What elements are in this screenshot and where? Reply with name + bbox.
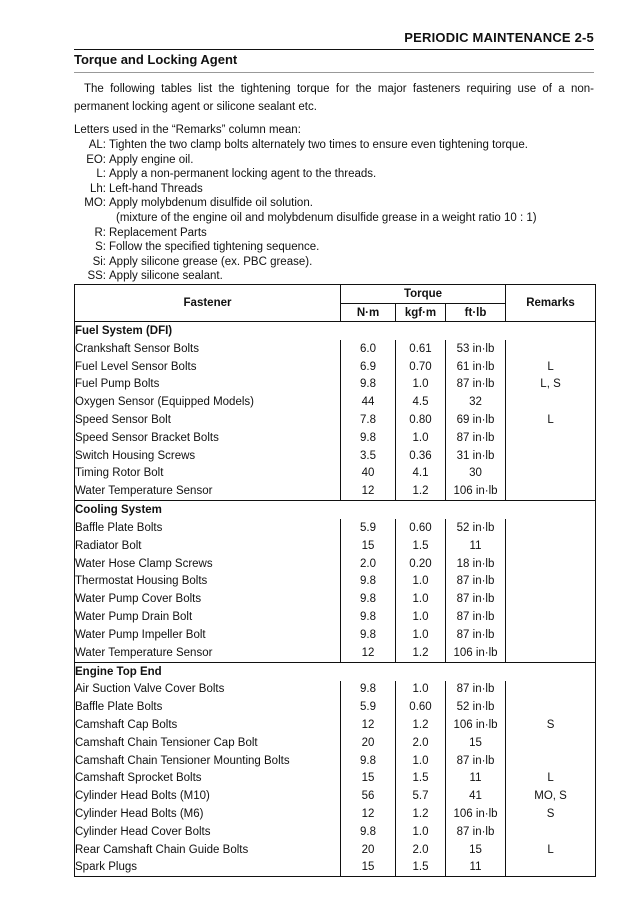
torque-kgfm: 1.0 <box>396 376 446 394</box>
fastener-name: Water Pump Impeller Bolt <box>75 626 341 644</box>
category-row <box>75 662 596 681</box>
torque-kgfm: 0.80 <box>396 411 446 429</box>
fastener-name: Camshaft Cap Bolts <box>75 716 341 734</box>
torque-nm: 5.9 <box>341 698 396 716</box>
legend-code: Lh: <box>90 182 106 195</box>
torque-nm: 12 <box>341 716 396 734</box>
torque-ftlb: 32 <box>446 393 506 411</box>
torque-nm: 56 <box>341 787 396 805</box>
table-row <box>75 734 596 752</box>
legend-code: Si: <box>92 255 106 268</box>
torque-nm: 20 <box>341 734 396 752</box>
header-rule <box>74 49 594 50</box>
fastener-name: Timing Rotor Bolt <box>75 465 341 483</box>
torque-ftlb: 11 <box>446 770 506 788</box>
torque-ftlb: 11 <box>446 537 506 555</box>
legend-text: Replacement Parts <box>109 226 207 239</box>
torque-kgfm: 2.0 <box>396 841 446 859</box>
remarks-value <box>506 465 596 483</box>
legend-code: EO: <box>86 153 106 166</box>
fastener-name: Camshaft Chain Tensioner Cap Bolt <box>75 734 341 752</box>
torque-nm: 44 <box>341 393 396 411</box>
torque-nm: 9.8 <box>341 573 396 591</box>
torque-ftlb: 11 <box>446 859 506 877</box>
torque-ftlb: 87 in·lb <box>446 429 506 447</box>
torque-kgfm: 1.5 <box>396 770 446 788</box>
torque-nm: 9.8 <box>341 376 396 394</box>
torque-ftlb: 87 in·lb <box>446 626 506 644</box>
fastener-name: Water Hose Clamp Screws <box>75 555 341 573</box>
remarks-legend <box>74 138 537 284</box>
torque-kgfm: 1.5 <box>396 537 446 555</box>
category-row <box>75 322 596 341</box>
torque-ftlb: 30 <box>446 465 506 483</box>
fastener-name: Camshaft Sprocket Bolts <box>75 770 341 788</box>
torque-nm: 9.8 <box>341 823 396 841</box>
torque-kgfm: 1.2 <box>396 805 446 823</box>
torque-ftlb: 87 in·lb <box>446 590 506 608</box>
torque-kgfm: 4.1 <box>396 465 446 483</box>
fastener-name: Fuel Pump Bolts <box>75 376 341 394</box>
legend-code: SS: <box>87 270 106 283</box>
legend-code: L: <box>96 168 106 181</box>
table-row <box>75 752 596 770</box>
table-row <box>75 590 596 608</box>
torque-kgfm: 1.0 <box>396 823 446 841</box>
table-row <box>75 519 596 537</box>
torque-ftlb: 106 in·lb <box>446 716 506 734</box>
remarks-value <box>506 537 596 555</box>
fastener-name: Rear Camshaft Chain Guide Bolts <box>75 841 341 859</box>
fastener-name: Cylinder Head Bolts (M10) <box>75 787 341 805</box>
remarks-value <box>506 482 596 500</box>
torque-kgfm: 0.20 <box>396 555 446 573</box>
torque-nm: 9.8 <box>341 752 396 770</box>
legend-row <box>74 196 537 211</box>
torque-kgfm: 0.70 <box>396 358 446 376</box>
remarks-value <box>506 447 596 465</box>
legend-note: (mixture of the engine oil and molybdenum disulfide grease in a weight ratio 10 : 1) <box>116 211 537 224</box>
torque-kgfm: 1.5 <box>396 859 446 877</box>
fastener-name: Crankshaft Sensor Bolts <box>75 340 341 358</box>
fastener-name: Radiator Bolt <box>75 537 341 555</box>
torque-kgfm: 2.0 <box>396 734 446 752</box>
fastener-name: Camshaft Chain Tensioner Mounting Bolts <box>75 752 341 770</box>
torque-nm: 2.0 <box>341 555 396 573</box>
legend-row <box>74 167 537 182</box>
torque-nm: 7.8 <box>341 411 396 429</box>
legend-code: R: <box>94 226 106 239</box>
remarks-value <box>506 681 596 699</box>
fastener-name: Cylinder Head Bolts (M6) <box>75 805 341 823</box>
fastener-name: Water Pump Drain Bolt <box>75 608 341 626</box>
table-row <box>75 573 596 591</box>
remarks-value <box>506 823 596 841</box>
torque-ftlb: 106 in·lb <box>446 805 506 823</box>
torque-nm: 20 <box>341 841 396 859</box>
legend-row <box>74 138 537 153</box>
fastener-name: Speed Sensor Bracket Bolts <box>75 429 341 447</box>
remarks-intro: Letters used in the “Remarks” column mean: <box>74 124 301 136</box>
legend-code: S: <box>95 241 106 254</box>
torque-nm: 9.8 <box>341 681 396 699</box>
remarks-value <box>506 429 596 447</box>
torque-ftlb: 15 <box>446 841 506 859</box>
legend-text: Tighten the two clamp bolts alternately two times to ensure even tightening torque. <box>109 139 528 151</box>
torque-nm: 15 <box>341 859 396 877</box>
table-row <box>75 608 596 626</box>
legend-row <box>74 269 537 284</box>
torque-nm: 12 <box>341 482 396 500</box>
category-label: Cooling System <box>75 501 596 520</box>
fastener-name: Speed Sensor Bolt <box>75 411 341 429</box>
table-row <box>75 859 596 877</box>
torque-kgfm: 0.61 <box>396 340 446 358</box>
torque-kgfm: 1.0 <box>396 608 446 626</box>
fastener-name: Air Suction Valve Cover Bolts <box>75 681 341 699</box>
legend-code: AL: <box>88 139 106 151</box>
torque-nm: 3.5 <box>341 447 396 465</box>
torque-nm: 12 <box>341 644 396 662</box>
torque-kgfm: 4.5 <box>396 393 446 411</box>
torque-nm: 9.8 <box>341 626 396 644</box>
torque-ftlb: 87 in·lb <box>446 376 506 394</box>
table-row <box>75 429 596 447</box>
torque-kgfm: 1.2 <box>396 644 446 662</box>
category-label: Engine Top End <box>75 662 596 681</box>
header-fastener: Fastener <box>75 285 341 322</box>
torque-nm: 5.9 <box>341 519 396 537</box>
torque-kgfm: 1.0 <box>396 573 446 591</box>
remarks-value <box>506 644 596 662</box>
header-kgfm: kgf·m <box>396 304 446 322</box>
torque-ftlb: 61 in·lb <box>446 358 506 376</box>
fastener-name: Switch Housing Screws <box>75 447 341 465</box>
fastener-name: Fuel Level Sensor Bolts <box>75 358 341 376</box>
legend-row <box>74 255 537 270</box>
torque-kgfm: 1.0 <box>396 626 446 644</box>
table-row <box>75 770 596 788</box>
torque-ftlb: 87 in·lb <box>446 573 506 591</box>
torque-ftlb: 87 in·lb <box>446 681 506 699</box>
torque-table <box>74 284 596 877</box>
table-row <box>75 482 596 500</box>
remarks-value <box>506 393 596 411</box>
torque-ftlb: 106 in·lb <box>446 644 506 662</box>
torque-nm: 6.0 <box>341 340 396 358</box>
torque-ftlb: 69 in·lb <box>446 411 506 429</box>
remarks-value <box>506 752 596 770</box>
torque-kgfm: 1.2 <box>396 716 446 734</box>
torque-kgfm: 0.60 <box>396 519 446 537</box>
table-row <box>75 787 596 805</box>
table-row <box>75 841 596 859</box>
remarks-value <box>506 626 596 644</box>
header-torque: Torque <box>341 285 506 304</box>
torque-nm: 9.8 <box>341 429 396 447</box>
torque-ftlb: 41 <box>446 787 506 805</box>
table-row <box>75 716 596 734</box>
legend-code: MO: <box>84 197 106 210</box>
remarks-value <box>506 340 596 358</box>
table-row <box>75 805 596 823</box>
remarks-value: L <box>506 841 596 859</box>
legend-text: Apply silicone sealant. <box>109 270 223 283</box>
fastener-name: Thermostat Housing Bolts <box>75 573 341 591</box>
torque-nm: 15 <box>341 770 396 788</box>
remarks-value <box>506 573 596 591</box>
legend-text: Apply molybdenum disulfide oil solution. <box>109 197 313 210</box>
title-rule <box>74 72 594 73</box>
remarks-value <box>506 608 596 626</box>
fastener-name: Water Temperature Sensor <box>75 482 341 500</box>
remarks-value <box>506 555 596 573</box>
remarks-value: S <box>506 716 596 734</box>
remarks-value <box>506 859 596 877</box>
table-row <box>75 358 596 376</box>
remarks-value: L <box>506 770 596 788</box>
torque-ftlb: 87 in·lb <box>446 752 506 770</box>
torque-kgfm: 1.0 <box>396 429 446 447</box>
table-row <box>75 376 596 394</box>
table-row <box>75 447 596 465</box>
torque-ftlb: 87 in·lb <box>446 608 506 626</box>
torque-kgfm: 1.0 <box>396 681 446 699</box>
torque-kgfm: 1.2 <box>396 482 446 500</box>
fastener-name: Cylinder Head Cover Bolts <box>75 823 341 841</box>
legend-text: Apply a non-permanent locking agent to the threads. <box>109 168 377 181</box>
table-row <box>75 411 596 429</box>
section-title: Torque and Locking Agent <box>74 52 238 67</box>
table-row <box>75 555 596 573</box>
fastener-name: Baffle Plate Bolts <box>75 519 341 537</box>
legend-text: Apply silicone grease (ex. PBC grease). <box>109 255 313 268</box>
torque-kgfm: 0.36 <box>396 447 446 465</box>
remarks-value <box>506 734 596 752</box>
remarks-value: MO, S <box>506 787 596 805</box>
torque-kgfm: 0.60 <box>396 698 446 716</box>
torque-ftlb: 53 in·lb <box>446 340 506 358</box>
table-row <box>75 823 596 841</box>
torque-kgfm: 1.0 <box>396 590 446 608</box>
table-row <box>75 465 596 483</box>
remarks-value: L <box>506 358 596 376</box>
legend-text: Left-hand Threads <box>109 182 203 195</box>
torque-kgfm: 1.0 <box>396 752 446 770</box>
table-row <box>75 340 596 358</box>
category-label: Fuel System (DFI) <box>75 322 596 341</box>
page-header: PERIODIC MAINTENANCE 2-5 <box>404 30 594 45</box>
torque-ftlb: 87 in·lb <box>446 823 506 841</box>
intro-paragraph: The following tables list the tightening torque for the major fasteners requiring use of a non-permanent locking agent or silicone sealant etc. <box>74 83 594 113</box>
remarks-value <box>506 519 596 537</box>
header-ftlb: ft·lb <box>446 304 506 322</box>
category-row <box>75 501 596 520</box>
torque-kgfm: 5.7 <box>396 787 446 805</box>
fastener-name: Spark Plugs <box>75 859 341 877</box>
torque-ftlb: 31 in·lb <box>446 447 506 465</box>
header-remarks: Remarks <box>506 285 596 322</box>
torque-ftlb: 106 in·lb <box>446 482 506 500</box>
table-row <box>75 644 596 662</box>
torque-ftlb: 18 in·lb <box>446 555 506 573</box>
torque-nm: 15 <box>341 537 396 555</box>
torque-nm: 40 <box>341 465 396 483</box>
header-nm: N·m <box>341 304 396 322</box>
fastener-name: Water Pump Cover Bolts <box>75 590 341 608</box>
table-row <box>75 698 596 716</box>
torque-ftlb: 52 in·lb <box>446 698 506 716</box>
fastener-name: Oxygen Sensor (Equipped Models) <box>75 393 341 411</box>
torque-ftlb: 15 <box>446 734 506 752</box>
legend-row <box>74 211 537 226</box>
legend-row <box>74 182 537 197</box>
legend-text: Follow the specified tightening sequence. <box>109 241 320 254</box>
legend-row <box>74 240 537 255</box>
table-row <box>75 537 596 555</box>
remarks-value: L, S <box>506 376 596 394</box>
torque-nm: 6.9 <box>341 358 396 376</box>
fastener-name: Water Temperature Sensor <box>75 644 341 662</box>
legend-row <box>74 226 537 241</box>
table-row <box>75 681 596 699</box>
torque-nm: 9.8 <box>341 590 396 608</box>
legend-row <box>74 153 537 168</box>
fastener-name: Baffle Plate Bolts <box>75 698 341 716</box>
table-row <box>75 393 596 411</box>
torque-nm: 9.8 <box>341 608 396 626</box>
remarks-value: S <box>506 805 596 823</box>
torque-nm: 12 <box>341 805 396 823</box>
legend-text: Apply engine oil. <box>109 153 194 166</box>
table-row <box>75 626 596 644</box>
remarks-value: L <box>506 411 596 429</box>
torque-ftlb: 52 in·lb <box>446 519 506 537</box>
remarks-value <box>506 590 596 608</box>
remarks-value <box>506 698 596 716</box>
